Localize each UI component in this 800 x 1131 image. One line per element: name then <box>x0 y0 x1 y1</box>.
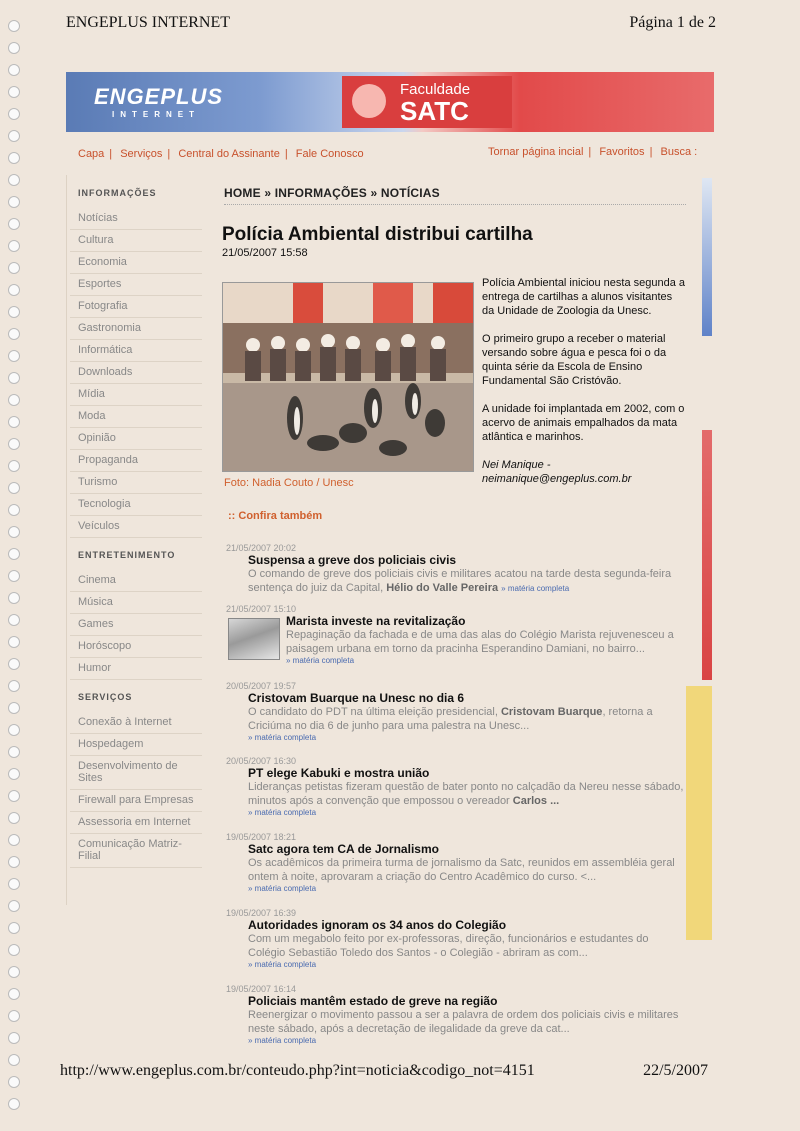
breadcrumb[interactable]: HOME » INFORMAÇÕES » NOTÍCIAS <box>224 186 440 200</box>
news-title-link[interactable]: Suspensa a greve dos policiais civis <box>248 553 457 567</box>
news-item <box>226 832 686 893</box>
news-date: 20/05/2007 16:30 <box>226 756 297 766</box>
news-title-link[interactable]: PT elege Kabuki e mostra união <box>248 766 430 780</box>
nav-favoritos[interactable]: Favoritos <box>599 146 645 158</box>
news-item <box>226 908 686 969</box>
news-item <box>226 756 686 817</box>
nav-tornar-inicial[interactable]: Tornar página incial <box>488 146 584 158</box>
news-date: 19/05/2007 16:39 <box>226 908 297 918</box>
decorative-stripe <box>702 178 712 336</box>
satc-logo-icon <box>352 84 386 118</box>
sidebar-item[interactable]: Firewall para Empresas <box>70 790 202 812</box>
news-excerpt: Com um megabolo feito por ex-professoras, direção, funcionários e estudantes do Colégio Sebastião Toledo dos Santos - o Colegião - abriram as com... <box>248 933 649 959</box>
sidebar-section-entretenimento: ENTRETENIMENTO <box>78 550 176 560</box>
article-author: Nei Manique - <box>482 459 551 471</box>
print-url: http://www.engeplus.com.br/conteudo.php?int=noticia&codigo_not=4151 <box>60 1062 535 1079</box>
read-more-link[interactable]: » matéria completa <box>248 960 317 969</box>
sidebar-item[interactable]: Fotografia <box>70 296 202 318</box>
nav-busca[interactable]: Busca : <box>660 146 698 158</box>
news-item <box>226 604 686 665</box>
site-banner <box>66 72 714 132</box>
sidebar-item[interactable]: Gastronomia <box>70 318 202 340</box>
sidebar-item[interactable]: Música <box>70 592 202 614</box>
engeplus-logo[interactable]: ENGEPLUS INTERNET <box>94 84 224 119</box>
print-footer <box>60 1062 708 1080</box>
breadcrumb-divider <box>224 204 686 205</box>
news-date: 21/05/2007 15:10 <box>226 604 297 614</box>
sidebar-item[interactable]: Moda <box>70 406 202 428</box>
sidebar-item[interactable]: Cinema <box>70 570 202 592</box>
sidebar-item[interactable]: Informática <box>70 340 202 362</box>
print-date: 22/5/2007 <box>643 1062 708 1079</box>
nav-central-assinante[interactable]: Central do Assinante <box>178 148 280 160</box>
article-email[interactable]: neimanique@engeplus.com.br <box>482 473 632 485</box>
news-thumbnail[interactable] <box>228 618 280 660</box>
news-title-link[interactable]: Marista investe na revitalização <box>286 614 466 628</box>
news-date: 21/05/2007 20:02 <box>226 543 297 553</box>
read-more-link[interactable]: » matéria completa <box>248 1036 317 1045</box>
sidebar-item[interactable]: Desenvolvimento de Sites <box>70 756 202 790</box>
sidebar-item[interactable]: Horóscopo <box>70 636 202 658</box>
article-signature <box>482 458 686 486</box>
sidebar-item[interactable]: Cultura <box>70 230 202 252</box>
top-navigation-right: Tornar página incial | Favoritos | Busca : <box>488 146 698 158</box>
sidebar-item[interactable]: Comunicação Matriz-Filial <box>70 834 202 868</box>
sidebar-item[interactable]: Mídia <box>70 384 202 406</box>
news-title-link[interactable]: Policiais mantêm estado de greve na região <box>248 994 498 1008</box>
news-excerpt: Repaginação da fachada e de uma das alas do Colégio Marista rejuvenesceu a paisagem urbana em torno da pracinha Esperandino Damiani, no bairro... <box>286 629 674 655</box>
sidebar-section-informacoes: INFORMAÇÕES <box>78 188 157 198</box>
nav-fale-conosco[interactable]: Fale Conosco <box>295 148 364 160</box>
sidebar-item[interactable]: Tecnologia <box>70 494 202 516</box>
sidebar-item[interactable]: Games <box>70 614 202 636</box>
sidebar-item[interactable]: Veículos <box>70 516 202 538</box>
sidebar <box>70 180 202 868</box>
article-paragraph: A unidade foi implantada em 2002, com o acervo de animais empalhados da mata atlântica e marinhos. <box>482 403 685 443</box>
read-more-link[interactable]: » matéria completa <box>248 808 317 817</box>
sidebar-item[interactable]: Opinião <box>70 428 202 450</box>
top-navigation: Capa | Serviços | Central do Assinante | Fale Conosco <box>78 148 364 160</box>
news-excerpt: O candidato do PDT na última eleição presidencial, Cristovam Buarque, retorna a Criciúma no dia 6 de junho para uma palestra na Unesc... <box>248 706 653 732</box>
sidebar-item[interactable]: Humor <box>70 658 202 680</box>
sidebar-item[interactable]: Hospedagem <box>70 734 202 756</box>
read-more-link[interactable]: » matéria completa <box>248 733 317 742</box>
sidebar-item[interactable]: Downloads <box>70 362 202 384</box>
photo-caption: Foto: Nadia Couto / Unesc <box>224 477 354 489</box>
sidebar-item[interactable]: Propaganda <box>70 450 202 472</box>
print-page-number: Página 1 de 2 <box>629 14 716 31</box>
sidebar-divider <box>66 175 67 905</box>
related-heading: :: Confira também <box>228 510 323 522</box>
article-paragraph: O primeiro grupo a receber o material versando sobre água e pesca foi o da quinta série da Escola de Ensino Fundamental São Cristóvão. <box>482 333 667 387</box>
decorative-stripe <box>686 686 712 940</box>
sidebar-item[interactable]: Conexão à Internet <box>70 712 202 734</box>
sidebar-item[interactable]: Assessoria em Internet <box>70 812 202 834</box>
news-item <box>226 543 686 596</box>
news-date: 20/05/2007 19:57 <box>226 681 297 691</box>
satc-ad-text: Faculdade SATC <box>400 81 471 126</box>
sidebar-item[interactable]: Esportes <box>70 274 202 296</box>
sidebar-item[interactable]: Economia <box>70 252 202 274</box>
news-excerpt: O comando de greve dos policiais civis e militares acatou na tarde desta segunda-feira sentença do juiz da Capital, Hélio do Valle Pereira » matéria completa <box>248 568 672 594</box>
print-header <box>66 14 716 32</box>
news-item <box>226 681 686 742</box>
news-excerpt: Reenergizar o movimento passou a ser a palavra de ordem dos policiais civis e militares neste sábado, após a decretação de ilegalidade da greve da cat... <box>248 1009 679 1035</box>
print-site-name: ENGEPLUS INTERNET <box>66 14 230 31</box>
article-date: 21/05/2007 15:58 <box>222 247 308 259</box>
binder-holes <box>0 20 22 1120</box>
sidebar-item[interactable]: Turismo <box>70 472 202 494</box>
news-date: 19/05/2007 18:21 <box>226 832 297 842</box>
satc-ad-banner[interactable] <box>342 76 512 128</box>
news-title-link[interactable]: Cristovam Buarque na Unesc no dia 6 <box>248 691 465 705</box>
news-excerpt: Lideranças petistas fizeram questão de bater ponto no calçadão da Nereu nesse sábado, minutos após a convenção que empossou o vereador Carlos ... <box>248 781 684 807</box>
article-body <box>482 276 686 500</box>
sidebar-section-servicos: SERVIÇOS <box>78 692 133 702</box>
news-excerpt: Os acadêmicos da primeira turma de jornalismo da Satc, reunidos em assembléia geral ontem à noite, aprovaram a criação do Centro Acadêmico do curso. <... <box>248 857 675 883</box>
nav-capa[interactable]: Capa <box>78 148 105 160</box>
article-title: Polícia Ambiental distribui cartilha <box>222 224 533 245</box>
news-title-link[interactable]: Satc agora tem CA de Jornalismo <box>248 842 439 856</box>
read-more-link[interactable]: » matéria completa <box>501 584 570 593</box>
article-photo <box>222 282 474 472</box>
article-paragraph: Polícia Ambiental iniciou nesta segunda a entrega de cartilhas a alunos visitantes da Unidade de Zoologia da Unesc. <box>482 277 686 317</box>
news-date: 19/05/2007 16:14 <box>226 984 297 994</box>
news-item <box>226 984 686 1045</box>
news-title-link[interactable]: Autoridades ignoram os 34 anos do Colegião <box>248 918 507 932</box>
nav-servicos[interactable]: Serviços <box>120 148 163 160</box>
sidebar-item[interactable]: Notícias <box>70 208 202 230</box>
read-more-link[interactable]: » matéria completa <box>248 884 317 893</box>
read-more-link[interactable]: » matéria completa <box>286 656 355 665</box>
decorative-stripe <box>702 430 712 680</box>
